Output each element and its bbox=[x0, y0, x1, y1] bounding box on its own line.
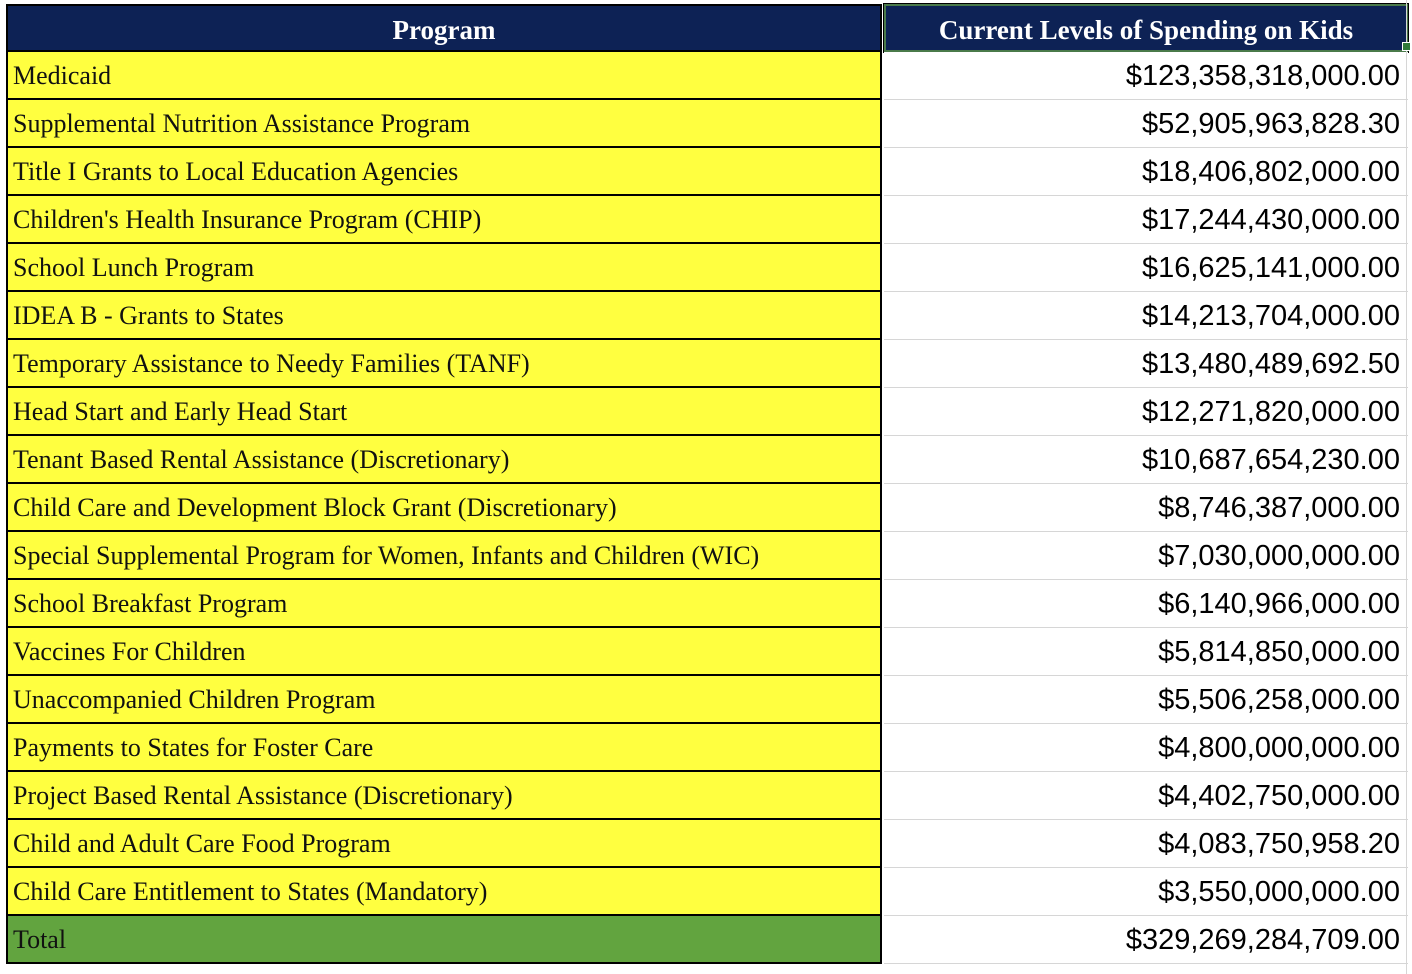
program-cell[interactable]: Child Care and Development Block Grant (Discretionary) bbox=[6, 484, 882, 532]
spending-cell[interactable]: $17,244,430,000.00 bbox=[884, 196, 1408, 244]
table-row bbox=[6, 676, 1406, 724]
spending-cell[interactable]: $4,402,750,000.00 bbox=[884, 772, 1408, 820]
program-cell[interactable]: Head Start and Early Head Start bbox=[6, 388, 882, 436]
program-cell[interactable]: School Lunch Program bbox=[6, 244, 882, 292]
spending-cell[interactable]: $52,905,963,828.30 bbox=[884, 100, 1408, 148]
spending-cell[interactable]: $4,800,000,000.00 bbox=[884, 724, 1408, 772]
spending-cell[interactable]: $8,746,387,000.00 bbox=[884, 484, 1408, 532]
table-row bbox=[6, 532, 1406, 580]
program-cell[interactable]: Title I Grants to Local Education Agencies bbox=[6, 148, 882, 196]
spending-cell[interactable]: $14,213,704,000.00 bbox=[884, 292, 1408, 340]
table-row bbox=[6, 196, 1406, 244]
program-cell[interactable]: Children's Health Insurance Program (CHIP) bbox=[6, 196, 882, 244]
table-row bbox=[6, 388, 1406, 436]
program-cell[interactable]: Supplemental Nutrition Assistance Program bbox=[6, 100, 882, 148]
table-row bbox=[6, 772, 1406, 820]
spending-cell[interactable]: $13,480,489,692.50 bbox=[884, 340, 1408, 388]
table-row bbox=[6, 724, 1406, 772]
spending-cell[interactable]: $5,814,850,000.00 bbox=[884, 628, 1408, 676]
total-spending-cell[interactable]: $329,269,284,709.00 bbox=[884, 916, 1408, 964]
table-row bbox=[6, 100, 1406, 148]
program-cell[interactable]: Unaccompanied Children Program bbox=[6, 676, 882, 724]
spending-cell[interactable]: $18,406,802,000.00 bbox=[884, 148, 1408, 196]
column-gridline bbox=[1406, 0, 1407, 974]
header-row bbox=[6, 4, 1406, 52]
table-row bbox=[6, 292, 1406, 340]
spending-cell[interactable]: $3,550,000,000.00 bbox=[884, 868, 1408, 916]
program-cell[interactable]: Medicaid bbox=[6, 52, 882, 100]
table-row bbox=[6, 148, 1406, 196]
spending-cell[interactable]: $5,506,258,000.00 bbox=[884, 676, 1408, 724]
spending-cell[interactable]: $10,687,654,230.00 bbox=[884, 436, 1408, 484]
spending-cell[interactable]: $4,083,750,958.20 bbox=[884, 820, 1408, 868]
table-row bbox=[6, 436, 1406, 484]
table-row bbox=[6, 868, 1406, 916]
table-row bbox=[6, 820, 1406, 868]
program-cell[interactable]: Tenant Based Rental Assistance (Discretionary) bbox=[6, 436, 882, 484]
spending-cell[interactable]: $123,358,318,000.00 bbox=[884, 52, 1408, 100]
spending-cell[interactable]: $7,030,000,000.00 bbox=[884, 532, 1408, 580]
table-row bbox=[6, 628, 1406, 676]
program-cell[interactable]: IDEA B - Grants to States bbox=[6, 292, 882, 340]
table-row bbox=[6, 580, 1406, 628]
program-cell[interactable]: Vaccines For Children bbox=[6, 628, 882, 676]
total-label-cell[interactable]: Total bbox=[6, 916, 882, 964]
spending-cell[interactable]: $16,625,141,000.00 bbox=[884, 244, 1408, 292]
header-spending-cell[interactable]: Current Levels of Spending on Kids bbox=[884, 4, 1408, 52]
header-program-cell[interactable]: Program bbox=[6, 4, 882, 52]
program-cell[interactable]: Temporary Assistance to Needy Families (TANF) bbox=[6, 340, 882, 388]
table-row bbox=[6, 484, 1406, 532]
spending-cell[interactable]: $12,271,820,000.00 bbox=[884, 388, 1408, 436]
table-row bbox=[6, 244, 1406, 292]
table-row bbox=[6, 52, 1406, 100]
selection-fill-handle[interactable] bbox=[1402, 42, 1411, 51]
program-cell[interactable]: Project Based Rental Assistance (Discretionary) bbox=[6, 772, 882, 820]
total-row bbox=[6, 916, 1406, 964]
table-row bbox=[6, 340, 1406, 388]
program-cell[interactable]: Payments to States for Foster Care bbox=[6, 724, 882, 772]
program-cell[interactable]: Child Care Entitlement to States (Mandatory) bbox=[6, 868, 882, 916]
program-cell[interactable]: Child and Adult Care Food Program bbox=[6, 820, 882, 868]
spending-cell[interactable]: $6,140,966,000.00 bbox=[884, 580, 1408, 628]
program-cell[interactable]: School Breakfast Program bbox=[6, 580, 882, 628]
program-cell[interactable]: Special Supplemental Program for Women, Infants and Children (WIC) bbox=[6, 532, 882, 580]
